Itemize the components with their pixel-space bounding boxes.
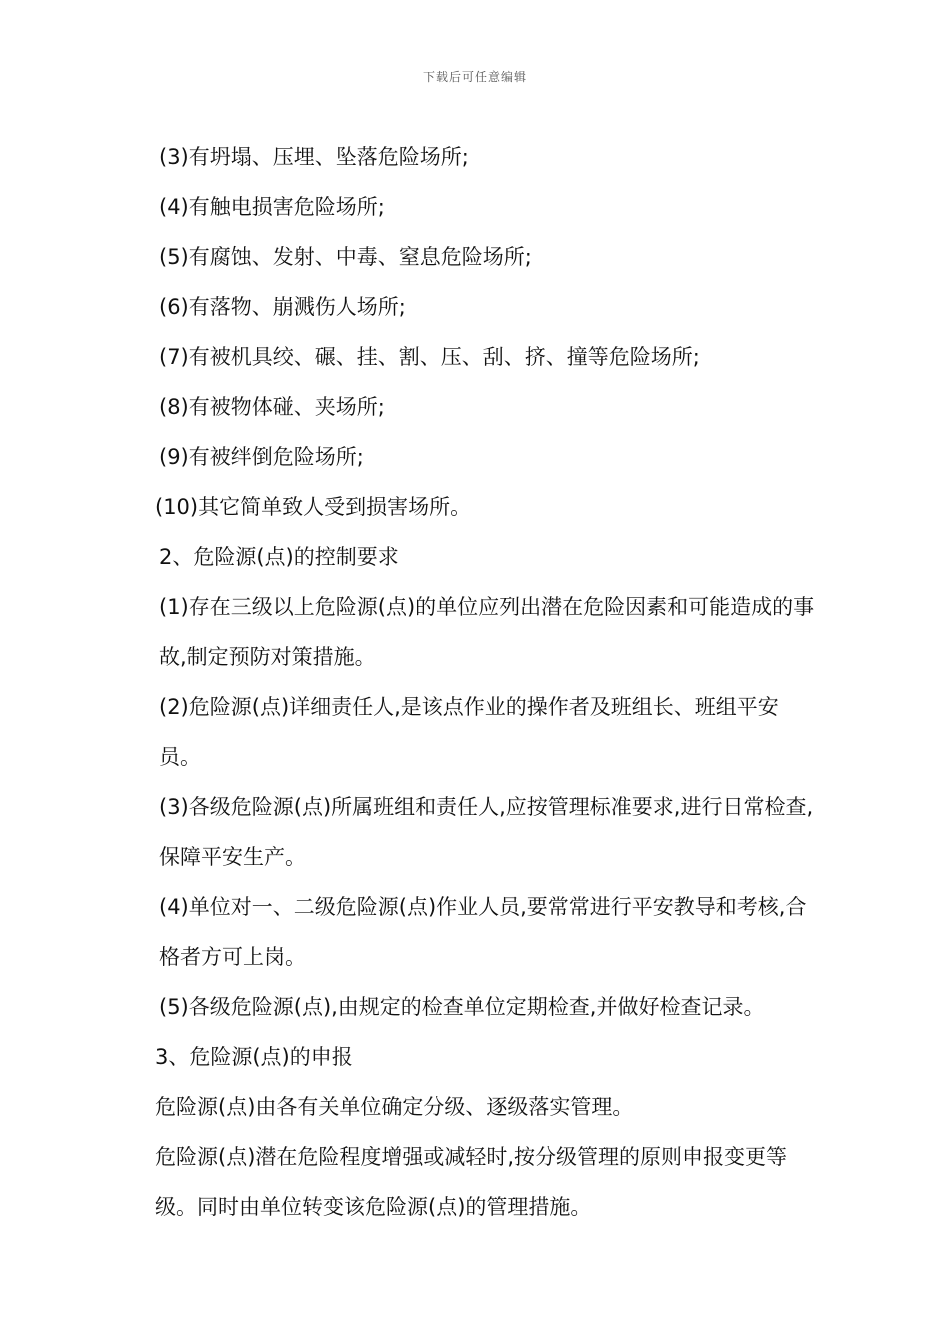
paragraph: (1)存在三级以上危险源(点)的单位应列出潜在危险因素和可能造成的事故,制定预防对策措施。: [159, 595, 815, 669]
paragraph: (8)有被物体碰、夹场所;: [159, 395, 385, 419]
paragraph: (5)有腐蚀、发射、中毒、窒息危险场所;: [159, 245, 532, 269]
paragraph: (6)有落物、崩溅伤人场所;: [159, 295, 406, 319]
paragraph: (3)有坍塌、压埋、坠落危险场所;: [159, 145, 469, 169]
paragraph: (7)有被机具绞、碾、挂、割、压、刮、挤、撞等危险场所;: [159, 345, 700, 369]
paragraph: (10)其它简单致人受到损害场所。: [155, 495, 472, 519]
paragraph: (2)危险源(点)详细责任人,是该点作业的操作者及班组长、班组平安员。: [159, 695, 779, 769]
document-body: [145, 132, 817, 1232]
paragraph: (9)有被绊倒危险场所;: [159, 445, 364, 469]
paragraph: (4)有触电损害危险场所;: [159, 195, 385, 219]
paragraph: (3)各级危险源(点)所属班组和责任人,应按管理标准要求,进行日常检查,保障平安生产。: [159, 795, 814, 869]
header-note: 下载后可任意编辑: [422, 70, 527, 84]
paragraph: 危险源(点)潜在危险程度增强或减轻时,按分级管理的原则申报变更等级。同时由单位转变该危险源(点)的管理措施。: [155, 1145, 788, 1219]
paragraph: 危险源(点)由各有关单位确定分级、逐级落实管理。: [155, 1095, 634, 1119]
paragraph: (4)单位对一、二级危险源(点)作业人员,要常常进行平安教导和考核,合格者方可上岗。: [159, 895, 807, 969]
section-heading: 3、危险源(点)的申报: [155, 1045, 353, 1069]
paragraph: (5)各级危险源(点),由规定的检查单位定期检查,并做好检查记录。: [159, 995, 765, 1019]
section-heading: 2、危险源(点)的控制要求: [159, 545, 399, 569]
